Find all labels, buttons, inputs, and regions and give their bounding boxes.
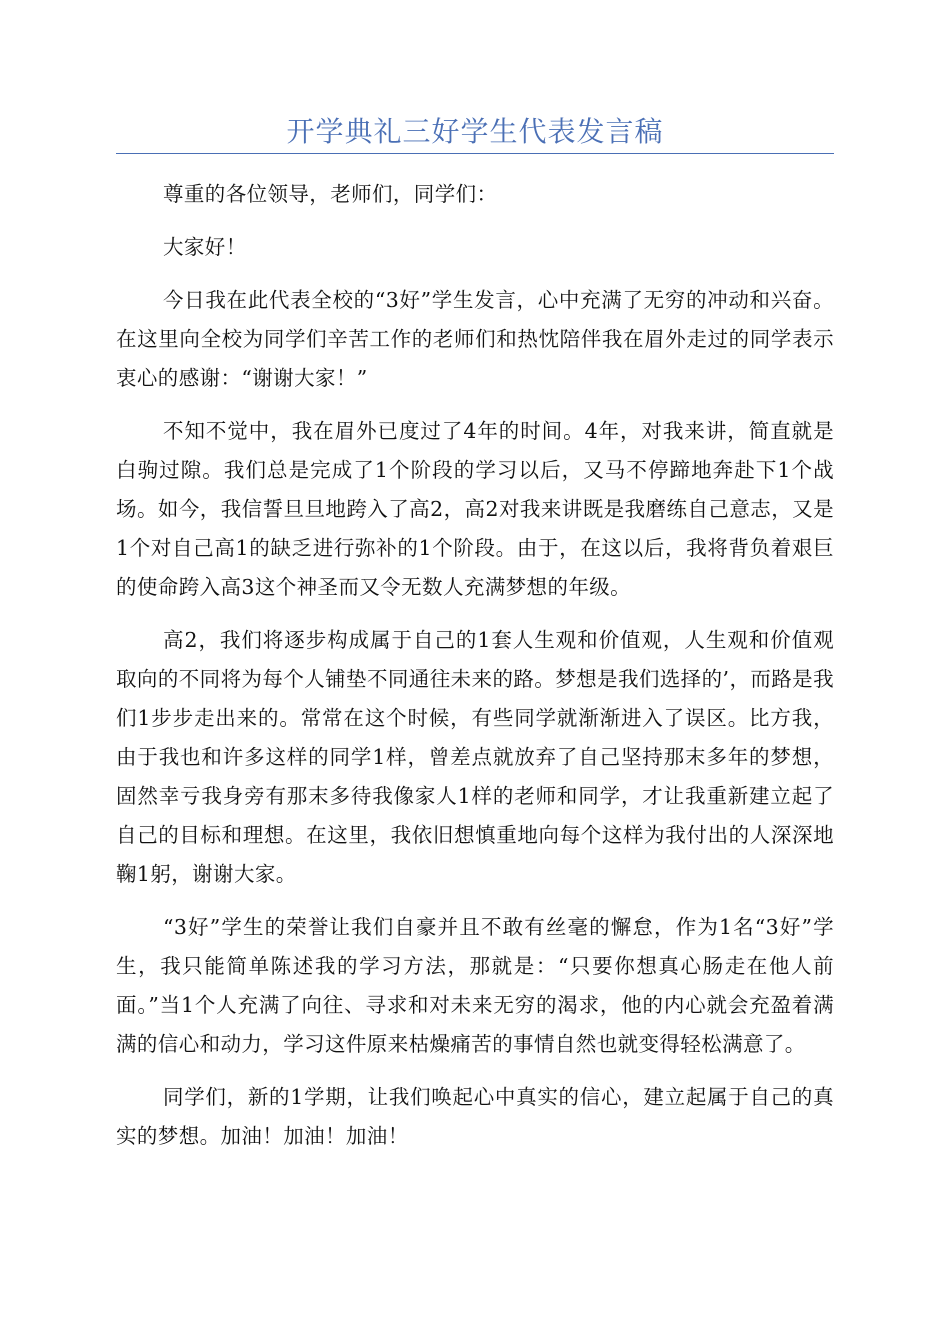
paragraph-salutation: 尊重的各位领导，老师们，同学们： (163, 182, 498, 206)
paragraph-greeting: 大家好！ (163, 235, 247, 259)
paragraph-grade-two: 高2，我们将逐步构成属于自己的1套人生观和价值观，人生观和价值观取向的不同将为每个人铺垫不同通往未来的路。梦想是我们选择的’，而路是我们1步步走出来的。常常在这个时候，有些同学就渐渐进入了误区。比方我，由于我也和许多这样的同学1样，曾差点就放弃了自己坚持那末多年的梦想，固然幸亏我身旁有那末多待我像家人1样的老师和同学，才让我重新建立起了自己的目标和理想。在这里，我依旧想慎重地向每个这样为我付出的人深深地鞠1躬，谢谢大家。 (116, 628, 834, 886)
document-body (116, 175, 834, 1170)
paragraph-study-method: “3好”学生的荣誉让我们自豪并且不敢有丝毫的懈怠，作为1名“3好”学生，我只能简单陈述我的学习方法，那就是：“只要你想真心肠走在他人前面。”当1个人充满了向往、寻求和对未来无穷的渴求，他的内心就会充盈着满满的信心和动力，学习这件原来枯燥痛苦的事情自然也就变得轻松满意了。 (116, 915, 834, 1056)
paragraph-closing: 同学们，新的1学期，让我们唤起心中真实的信心，建立起属于自己的真实的梦想。加油！加油！加油！ (116, 1085, 834, 1148)
title-underline (116, 153, 834, 154)
paragraph-four-years: 不知不觉中，我在眉外已度过了4年的时间。4年，对我来讲，简直就是白驹过隙。我们总是完成了1个阶段的学习以后，又马不停蹄地奔赴下1个战场。如今，我信誓旦旦地跨入了高2，高2对我来讲既是我磨练自己意志，又是1个对自己高1的缺乏进行弥补的1个阶段。由于，在这以后，我将背负着艰巨的使命跨入高3这个神圣而又令无数人充满梦想的年级。 (116, 419, 834, 599)
paragraph-intro: 今日我在此代表全校的“3好”学生发言，心中充满了无穷的冲动和兴奋。在这里向全校为同学们辛苦工作的老师们和热忱陪伴我在眉外走过的同学表示衷心的感谢：“谢谢大家！” (116, 288, 834, 390)
document-title: 开学典礼三好学生代表发言稿 (286, 115, 664, 148)
